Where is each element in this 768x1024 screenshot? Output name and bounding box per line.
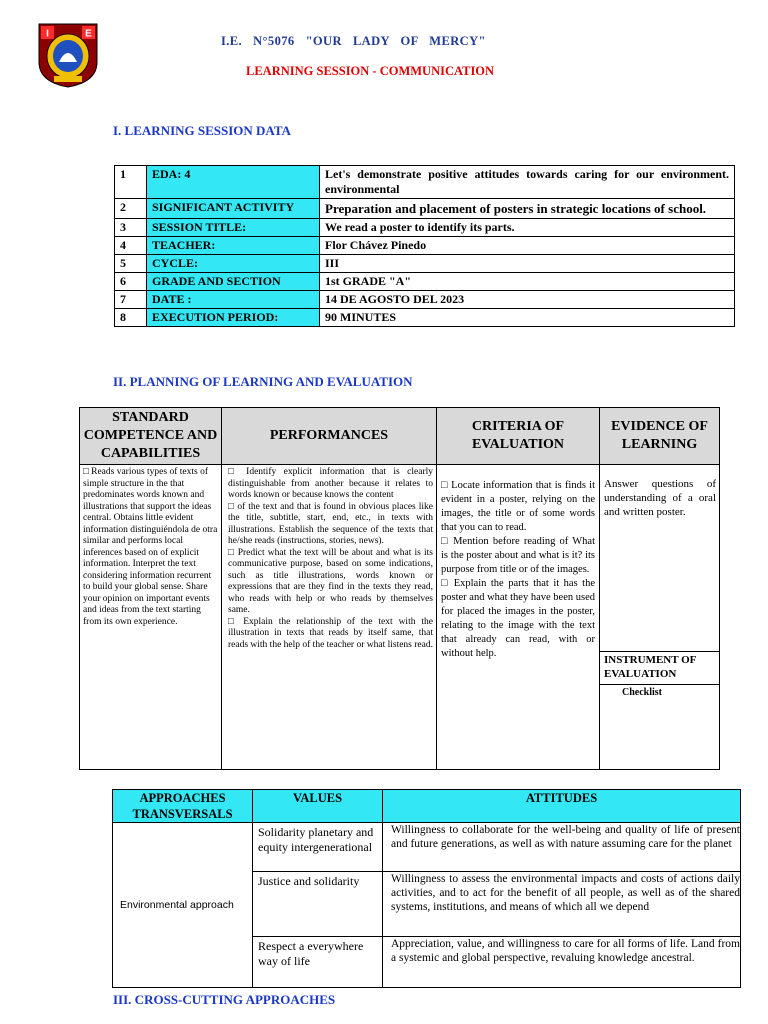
planning-header-row [80,408,720,465]
row-value: 1st GRADE "A" [320,273,735,291]
table-row [113,823,741,872]
row-number: 1 [115,166,147,199]
cross-cutting-table [112,789,741,988]
session-data-table [114,165,735,327]
performance-item: □ of the text and that is found in obvious places like the title, subtitle, start, end, etc., in texts with illustrations. Establish the sequence of the texts that he/she reads (instructions, stories, news). [228,501,433,546]
school-name: I.E. N°5076 "OUR LADY OF MERCY" [221,34,486,48]
criteria-item: □ Mention before reading of What is the poster about and what is it? its purpose from title or of the images. [441,536,595,575]
value-cell: Respect a everywhere way of life [253,937,383,988]
evidence-text: Answer questions of understanding of a oral and written poster. [604,478,716,518]
row-number: 3 [115,219,147,237]
table-row [115,255,735,273]
row-number: 5 [115,255,147,273]
table-row [115,291,735,309]
row-key: EXECUTION PERIOD: [147,309,320,327]
standard-text: □ Reads various types of texts of simple structure in the that predominates words known and illustrations that support the ideas central. Obtains little evident information distinguiéndola de otra similar and performs local inferences based on of explicit information. Interpret the text considering information recurrent to build your global sense. Share your opinion on important events and ideas from the text starting from its own experience. [80,465,222,770]
value-cell: Solidarity planetary and equity intergenerational [253,823,383,872]
row-value: We read a poster to identify its parts. [320,219,735,237]
row-key: EDA: 4 [147,166,320,199]
row-key: SESSION TITLE: [147,219,320,237]
table-row [115,199,735,219]
planning-table [79,407,720,770]
row-value: Let's demonstrate positive attitudes towards caring for our environment. environmental [320,166,735,199]
row-number: 8 [115,309,147,327]
document-subtitle: LEARNING SESSION - COMMUNICATION [246,64,495,78]
approach-name: Environmental approach [113,823,253,988]
section-title-session-data: I. LEARNING SESSION DATA [113,123,291,138]
performance-item: □ Predict what the text will be about and what is its communicative purpose, based on some indications, such as title illustrations, words known or expressions that are they find in the texts they read, who reads with help or who reads by themselves same. [228,547,433,615]
attitude-cell: Willingness to collaborate for the well-being and quality of life of present and future generations, as well as with nature assuming care for the planet [383,823,741,872]
header-values: VALUES [253,790,383,823]
row-key: CYCLE: [147,255,320,273]
attitude-cell: Willingness to assess the environmental impacts and costs of actions daily activities, and to act for the benefit of all people, as well as of the shared systems, institutions, and means of which all we depend [383,872,741,937]
evidence-cell [600,465,720,770]
header-performances: PERFORMANCES [222,408,437,465]
row-value: 90 MINUTES [320,309,735,327]
section-title-cross-cutting: III. CROSS-CUTTING APPROACHES [113,992,336,1007]
row-value: Preparation and placement of posters in strategic locations of school. [320,199,735,219]
performances-cell [222,465,437,770]
svg-text:E: E [85,28,92,40]
table-row [115,237,735,255]
row-value: 14 DE AGOSTO DEL 2023 [320,291,735,309]
row-value: III [320,255,735,273]
row-number: 6 [115,273,147,291]
school-crest-logo [37,22,99,88]
row-key: TEACHER: [147,237,320,255]
cross-header-row [113,790,741,823]
row-value: Flor Chávez Pinedo [320,237,735,255]
performance-item: □ Identify explicit information that is clearly distinguishable from another because it relates to words known or because knows the content [228,467,433,500]
row-number: 7 [115,291,147,309]
svg-text:I: I [46,28,49,40]
header-attitudes: ATTITUDES [383,790,741,823]
attitude-cell: Appreciation, value, and willingness to care for all forms of life. Land from a systemic and global perspective, revaluing knowledge ancestral. [383,937,741,988]
row-number: 4 [115,237,147,255]
row-key: GRADE AND SECTION [147,273,320,291]
header-criteria: CRITERIA OF EVALUATION [437,408,600,465]
table-row [115,309,735,327]
criteria-cell [437,465,600,770]
value-cell: Justice and solidarity [253,872,383,937]
row-key: SIGNIFICANT ACTIVITY [147,199,320,219]
criteria-item: □ Explain the parts that it has the poster and what they have been used for placed the images in the poster, relating to the image with the text that already can read, with or without help. [441,578,595,659]
table-row [115,166,735,199]
instrument-label: INSTRUMENT OF EVALUATION [600,651,719,685]
header-evidence: EVIDENCE OF LEARNING [600,408,720,465]
row-number: 2 [115,199,147,219]
criteria-item: □ Locate information that is finds it evident in a poster, relying on the images, the title or of some words that you can to read. [441,480,595,533]
section-title-planning: II. PLANNING OF LEARNING AND EVALUATION [113,374,413,389]
instrument-value: Checklist [622,687,662,698]
table-row [115,273,735,291]
row-key: DATE : [147,291,320,309]
header-standard: STANDARD COMPETENCE AND CAPABILITIES [80,408,222,465]
planning-body-row [80,465,720,770]
header-approaches: APPROACHES TRANSVERSALS [113,790,253,823]
table-row [115,219,735,237]
performance-item: □ Explain the relationship of the text with the illustration in texts that reads by itself same, that reads with the help of the teacher or what listens read. [228,616,433,650]
